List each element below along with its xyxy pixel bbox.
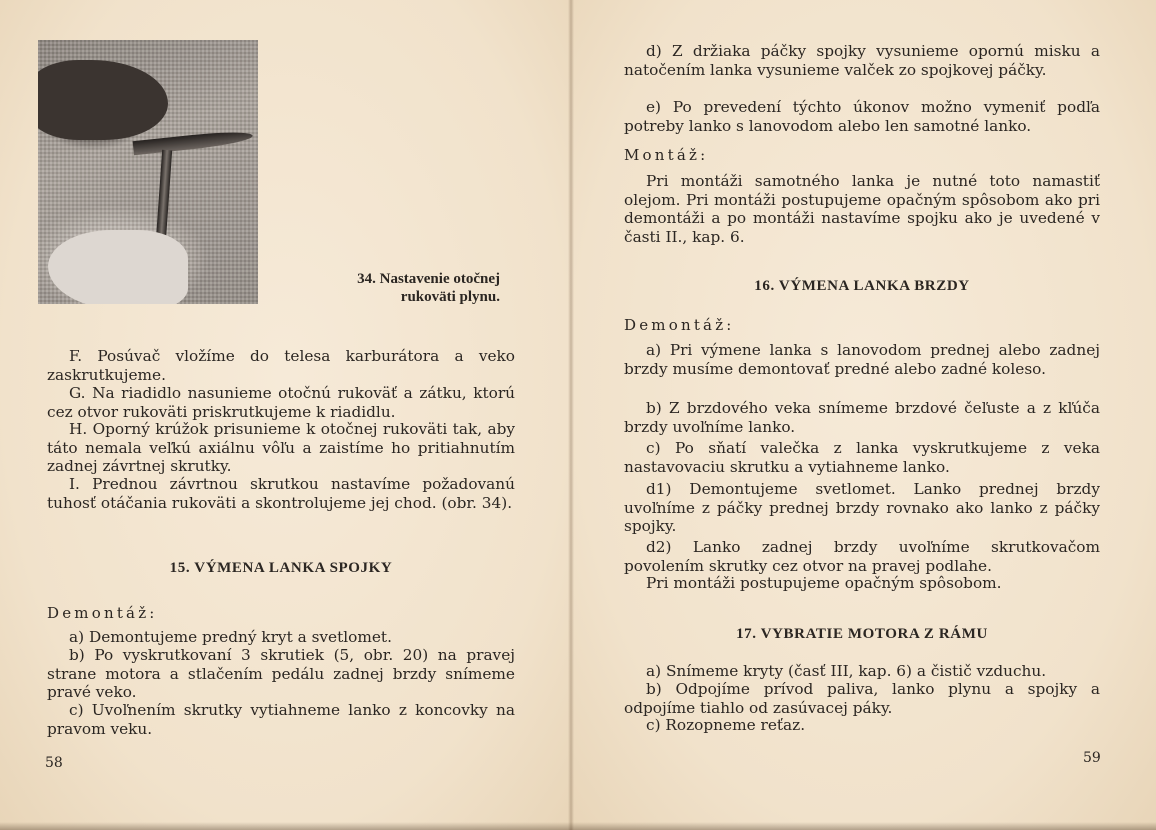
page-number-left: 58 — [45, 755, 63, 771]
section-16-item-d2-text: d2) Lanko zadnej brzdy uvoľníme skrutkovačom povolením skrutky cez otvor na pravej podlahe. — [624, 538, 1100, 575]
section-17-item-b — [624, 680, 1100, 717]
section-16-item-b — [624, 399, 1100, 436]
section-16-demontaz-label: Demontáž: — [624, 316, 735, 334]
section-17-item-a — [624, 662, 1100, 681]
page-number-right: 59 — [1083, 750, 1101, 766]
section-16-heading: 16. VÝMENA LANKA BRZDY — [754, 278, 970, 294]
section-15-item-c — [47, 701, 515, 738]
page-bottom-shadow — [0, 822, 1156, 830]
section-17-item-a-text: a) Snímeme kryty (časť III, kap. 6) a čistič vzduchu. — [646, 662, 1047, 680]
section-15-item-a-text: a) Demontujeme predný kryt a svetlomet. — [69, 628, 392, 646]
montaz-label: Montáž: — [624, 146, 709, 164]
section-15-item-b-text: b) Po vyskrutkovaní 3 skrutiek (5, obr. 20) na pravej strane motora a stlačením pedálu zadnej brzdy snímeme pravé veko. — [47, 646, 515, 701]
book-spine — [568, 0, 574, 830]
section-17-item-c-text: c) Rozopneme reťaz. — [646, 716, 806, 734]
section-16-closing-text: Pri montáži postupujeme opačným spôsobom. — [646, 574, 1002, 592]
section-17-item-c — [624, 716, 1100, 735]
item-e-clutch — [624, 98, 1100, 135]
left-page — [0, 0, 571, 830]
section-16-closing — [624, 574, 1100, 593]
item-e-clutch-text: e) Po prevedení týchto úkonov možno vymeniť podľa potreby lanko s lanovodom alebo len samotné lanko. — [624, 98, 1100, 135]
section-15-item-b — [47, 646, 515, 702]
item-d-clutch — [624, 42, 1100, 79]
item-d-clutch-text: d) Z držiaka páčky spojky vysunieme opornú misku a natočením lanka vysunieme valček zo spojkovej páčky. — [624, 42, 1100, 79]
paragraph-i — [47, 475, 515, 512]
paragraph-h — [47, 420, 515, 476]
section-15-item-c-text: c) Uvoľnením skrutky vytiahneme lanko z koncovky na pravom veku. — [47, 701, 515, 738]
caption-line-1: 34. Nastavenie otočnej — [357, 271, 500, 287]
montaz-paragraph — [624, 172, 1100, 246]
montaz-paragraph-text: Pri montáži samotného lanka je nutné toto namastiť olejom. Pri montáži postupujeme opačným spôsobom ako pri demontáži a po montáži nastavíme spojku ako je uvedené v časti II., kap. 6. — [624, 172, 1100, 246]
figure-34-photo — [38, 40, 258, 304]
section-15-item-a — [47, 628, 515, 647]
paragraph-g-text: G. Na riadidlo nasunieme otočnú rukoväť a zátku, ktorú cez otvor rukoväti priskrutkujeme k riadidlu. — [47, 384, 515, 421]
section-16-item-a — [624, 341, 1100, 378]
section-17-heading: 17. VYBRATIE MOTORA Z RÁMU — [736, 626, 988, 642]
section-16-item-b-text: b) Z brzdového veka snímeme brzdové čeľuste a z kľúča brzdy uvoľníme lanko. — [624, 399, 1100, 436]
section-15-demontaz-label: Demontáž: — [47, 604, 158, 622]
hand-holding-pliers — [38, 60, 168, 140]
figure-caption — [290, 270, 500, 306]
section-15-heading: 15. VÝMENA LANKA SPOJKY — [169, 560, 393, 576]
caption-line-2: rukoväti plynu. — [400, 289, 500, 305]
right-page — [571, 0, 1156, 830]
paragraph-i-text: I. Prednou závrtnou skrutkou nastavíme požadovanú tuhosť otáčania rukoväti a skontrolujeme jej chod. (obr. 34). — [47, 475, 515, 512]
hand-holding-screwdriver — [48, 230, 188, 304]
paragraph-f — [47, 347, 515, 384]
section-16-item-d1-text: d1) Demontujeme svetlomet. Lanko prednej brzdy uvoľníme z páčky prednej brzdy rovnako ako lanko z páčky spojky. — [624, 480, 1100, 535]
section-16-item-a-text: a) Pri výmene lanka s lanovodom prednej alebo zadnej brzdy musíme demontovať predné alebo zadné koleso. — [624, 341, 1100, 378]
section-16-item-d2 — [624, 538, 1100, 575]
section-17-item-b-text: b) Odpojíme prívod paliva, lanko plynu a spojky a odpojíme tiahlo od zasúvacej páky. — [624, 680, 1100, 717]
paragraph-g — [47, 384, 515, 421]
section-16-item-c-text: c) Po sňatí valečka z lanka vyskrutkujeme z veka nastavovaciu skrutku a vytiahneme lanko. — [624, 439, 1100, 476]
paragraph-f-text: F. Posúvač vložíme do telesa karburátora a veko zaskrutkujeme. — [47, 347, 515, 384]
paragraph-h-text: H. Oporný krúžok prisunieme k otočnej rukoväti tak, aby táto nemala veľkú axiálnu vôľu a zaistíme ho pritiahnutím zadnej závrtnej skrutky. — [47, 420, 515, 475]
pliers — [133, 129, 254, 155]
section-16-item-c — [624, 439, 1100, 476]
section-16-item-d1 — [624, 480, 1100, 536]
